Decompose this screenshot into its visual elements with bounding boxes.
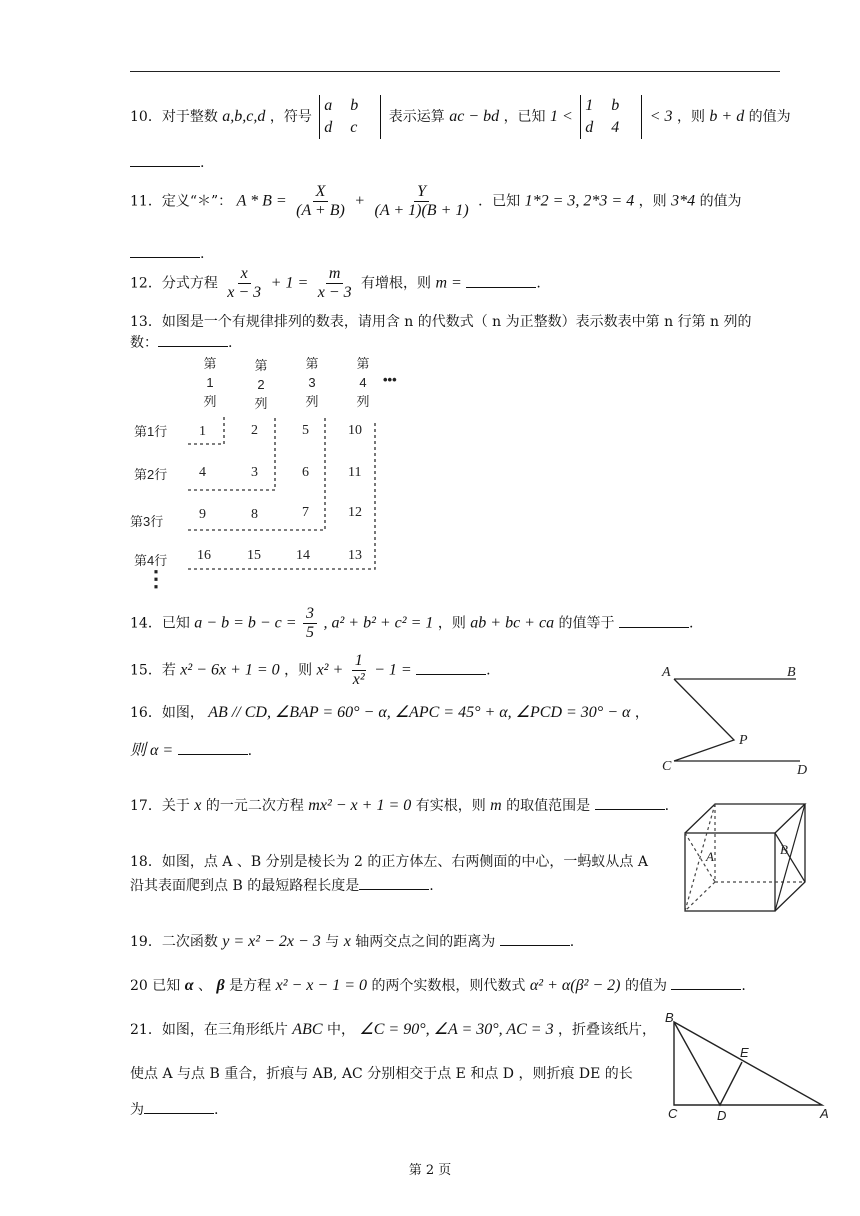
cell-r1c4: 10	[348, 423, 362, 438]
row-header-3: 第3行	[130, 514, 164, 529]
cell-r3c1: 9	[199, 507, 206, 522]
q11-mid2: ，则	[638, 193, 667, 210]
header-rule	[130, 71, 780, 72]
question-21-line3	[130, 1099, 218, 1119]
q10-determinant-2	[580, 95, 642, 139]
q20-end: .	[741, 978, 746, 994]
col-ellipsis: •••	[383, 372, 397, 387]
q10-expr: ac − bd	[449, 108, 500, 125]
q11-frac1-den: (A + B)	[296, 202, 345, 219]
q14-lead: 14．已知	[130, 615, 190, 632]
cell-r3c3: 7	[302, 505, 309, 520]
q14-blank[interactable]	[619, 613, 689, 628]
q18-blank[interactable]	[359, 875, 429, 890]
question-12	[130, 265, 541, 302]
cell-r1c3: 5	[302, 423, 309, 438]
label-c: C	[668, 1106, 678, 1121]
q12-fraction-1	[224, 265, 264, 302]
q14-expr2: , a² + b² + c² = 1	[323, 614, 434, 632]
q20-alpha: α	[184, 977, 194, 994]
q14-expr1: a − b = b − c =	[194, 614, 297, 632]
q16-line2: 则 α =	[130, 742, 174, 759]
question-20	[130, 975, 746, 995]
q17-blank[interactable]	[595, 795, 665, 810]
col-header-4: 第 4 列	[356, 356, 370, 409]
q17-end: .	[664, 798, 670, 814]
q10-tail: 的值为	[748, 109, 791, 125]
q19-tail: 轴两交点之间的距离为	[355, 934, 496, 950]
q21-abc: ABC	[292, 1021, 323, 1038]
q15-mid: ，则	[284, 662, 313, 679]
label-a: A	[820, 1106, 829, 1121]
row-header-4: 第4行	[134, 553, 168, 568]
q11-given: 1*2 = 3, 2*3 = 4	[524, 192, 635, 210]
q12-blank[interactable]	[466, 273, 536, 288]
q10-answer-line	[130, 152, 204, 171]
q16-cond: AB // CD, ∠BAP = 60° − α, ∠APC = 45° + α, ∠PCD = 30° − α	[208, 704, 631, 721]
cell-r4c1: 16	[197, 548, 211, 563]
q12-frac1-num: x	[238, 265, 251, 284]
q19-lead: 19．二次函数	[130, 934, 218, 950]
q14-mid: ，则	[437, 615, 466, 632]
label-c: C	[662, 759, 672, 774]
q13-end: .	[228, 335, 233, 351]
question-21-line2: 使点 A 与点 B 重合，折痕与 AB, AC 分别相交于点 E 和点 D ，则折痕 DE 的长	[130, 1066, 633, 1082]
q20-lead: 20 已知	[130, 978, 181, 994]
q15-expr-b: − 1 =	[374, 661, 412, 679]
q12-plus-one: + 1 =	[270, 274, 309, 292]
q11-target: 3*4	[671, 192, 696, 210]
label-b: B	[665, 1010, 674, 1025]
q10-mid2: 表示运算	[388, 109, 445, 125]
q12-frac2-den: x − 3	[317, 284, 352, 301]
l-shape-4	[188, 422, 375, 569]
q18-cube-figure	[680, 800, 810, 915]
q19-mid: 与	[325, 934, 340, 950]
q19-var: x	[343, 933, 351, 950]
q16-figure	[658, 660, 818, 780]
question-10	[130, 95, 791, 139]
label-p: P	[739, 733, 748, 748]
q15-end: .	[486, 662, 491, 679]
q20-mid1: 是方程	[229, 978, 272, 994]
cell-r1c1: 1	[199, 424, 206, 439]
q10-determinant-1	[319, 95, 381, 139]
label-d: D	[717, 1108, 727, 1123]
question-13-line1: 13．如图是一个有规律排列的数表，请用含 n 的代数式（ n 为正整数）表示数表中第 n 行第 n 列的	[130, 314, 752, 330]
det1-c: c	[350, 119, 358, 136]
q17-eq: mx² − x + 1 = 0	[308, 797, 412, 814]
q10-mid1: ，符号	[269, 109, 312, 125]
page-number: 第 2 页	[408, 1163, 452, 1178]
det2-4: 4	[611, 119, 620, 136]
question-13-line2	[130, 332, 232, 352]
label-b: B	[787, 665, 796, 680]
q11-answer-line	[130, 243, 204, 262]
q20-tail: 的值为	[624, 978, 667, 994]
q21-line3-text: 为	[130, 1102, 144, 1118]
q11-lead: 11．定义“＊”：	[130, 193, 233, 210]
q12-end: .	[536, 275, 541, 292]
det2-d: d	[585, 119, 594, 136]
label-b: B	[780, 842, 788, 857]
q11-mid: ．已知	[478, 193, 521, 210]
q11-frac2-den: (A + 1)(B + 1)	[374, 202, 469, 219]
question-16-line2	[130, 737, 252, 760]
question-11	[130, 183, 742, 220]
cell-r2c4: 11	[348, 465, 362, 480]
cell-r1c2: 2	[251, 423, 258, 438]
q11-blank[interactable]	[130, 243, 200, 258]
q15-fraction	[350, 652, 368, 689]
cell-r4c3: 14	[296, 548, 310, 563]
q20-blank[interactable]	[671, 975, 741, 990]
q11-plus: +	[354, 192, 366, 210]
q10-mid4: ，则	[676, 109, 705, 125]
cell-r2c3: 6	[302, 465, 309, 480]
q11-fraction-2	[372, 183, 472, 220]
q17-var: x	[194, 797, 202, 814]
cell-r2c2: 3	[251, 465, 258, 480]
q17-mid2: 有实根，则	[415, 798, 486, 814]
question-18-line1: 18．如图，点 A 、B 分别是棱长为 2 的正方体左、右两侧面的中心，一蚂蚁从点 A	[130, 854, 648, 870]
q11-frac2-num: Y	[414, 183, 429, 202]
q16-comma: ，	[634, 705, 649, 721]
q11-tail: 的值为	[699, 193, 742, 210]
label-a: A	[662, 665, 671, 680]
question-18-line2	[130, 875, 434, 895]
q16-end: .	[247, 743, 253, 759]
q21-blank[interactable]	[144, 1099, 214, 1114]
det1-b: b	[350, 97, 359, 114]
q21-tail: ，折叠该纸片，	[558, 1022, 657, 1038]
q21-mid: 中，	[326, 1022, 355, 1038]
q20-beta: β	[216, 977, 225, 994]
q14-tail: 的值等于	[558, 615, 615, 632]
l-shape-1	[188, 416, 224, 444]
q11-lhs: A * B =	[236, 192, 287, 210]
col-header-3: 第 3 列	[305, 356, 319, 409]
q17-lead: 17．关于	[130, 798, 190, 814]
q20-expr: α² + α(β² − 2)	[529, 977, 621, 994]
q15-frac-den: x²	[352, 671, 365, 688]
cell-r4c4: 13	[348, 548, 362, 563]
q13-blank[interactable]	[158, 332, 228, 347]
cell-r2c1: 4	[199, 465, 206, 480]
q10-blank[interactable]	[130, 152, 200, 167]
q10-target: b + d	[709, 108, 745, 125]
q18-line2-text: 沿其表面爬到点 B 的最短路程长度是	[130, 878, 360, 894]
row-header-1: 第1行	[134, 424, 168, 439]
q14-fraction	[303, 605, 317, 642]
q15-cond: x² − 6x + 1 = 0	[180, 661, 280, 679]
q12-mid: 有增根，则	[361, 275, 432, 292]
q20-sep: 、	[198, 978, 213, 994]
q14-frac-den: 5	[306, 624, 315, 641]
row-header-2: 第2行	[134, 467, 168, 482]
q20-eq: x² − x − 1 = 0	[275, 977, 367, 994]
q11-end: .	[200, 246, 205, 262]
q17-mid1: 的一元二次方程	[205, 798, 304, 814]
cell-r3c4: 12	[348, 505, 362, 520]
q21-end: .	[214, 1102, 219, 1118]
label-d: D	[797, 763, 808, 778]
q15-blank[interactable]	[416, 660, 486, 675]
q20-mid2: 的两个实数根，则代数式	[371, 978, 526, 994]
q12-lead: 12．分式方程	[130, 275, 218, 292]
q15-expr-a: x² +	[316, 661, 344, 679]
q16-blank[interactable]	[178, 740, 248, 755]
det1-a: a	[324, 97, 333, 114]
question-15	[130, 652, 491, 689]
label-a: A	[706, 849, 714, 864]
row-ellipsis: ⋮	[145, 566, 167, 591]
det2-1: 1	[585, 97, 594, 114]
question-17	[130, 795, 669, 815]
q12-frac1-den: x − 3	[227, 284, 262, 301]
question-16	[130, 702, 649, 722]
q19-blank[interactable]	[500, 931, 570, 946]
q15-lead: 15．若	[130, 662, 176, 679]
q17-tail: 的取值范围是	[506, 798, 591, 814]
label-e: E	[740, 1045, 749, 1060]
question-19	[130, 931, 574, 951]
q12-frac2-num: m	[326, 265, 344, 284]
q16-lead: 16．如图，	[130, 705, 204, 721]
q12-fraction-2	[315, 265, 355, 302]
q12-var: m =	[435, 274, 462, 292]
q15-frac-num: 1	[352, 652, 366, 671]
q17-var2: m	[490, 797, 502, 814]
q10-mid3: ，已知	[503, 109, 546, 125]
col-header-1: 第 1 列	[203, 356, 217, 409]
q14-end: .	[688, 615, 694, 632]
q18-end: .	[429, 878, 434, 894]
cell-r3c2: 8	[251, 507, 258, 522]
q19-eq: y = x² − 2x − 3	[222, 933, 321, 950]
q21-cond: ∠C = 90°, ∠A = 30°, AC = 3	[359, 1021, 554, 1038]
q14-target: ab + bc + ca	[470, 614, 555, 632]
cell-r4c2: 15	[247, 548, 261, 563]
det1-d: d	[324, 119, 333, 136]
q14-frac-num: 3	[303, 605, 317, 624]
question-21-line1	[130, 1019, 656, 1039]
q21-lead: 21．如图，在三角形纸片	[130, 1022, 288, 1038]
q13-line2-text: 数：	[130, 335, 158, 351]
q10-ineq-right: < 3	[649, 108, 673, 125]
q19-end: .	[569, 934, 575, 950]
q11-frac1-num: X	[313, 183, 329, 202]
col-header-2: 第 2 列	[254, 358, 268, 411]
q11-fraction-1	[293, 183, 348, 220]
q10-end: .	[200, 155, 205, 171]
question-14	[130, 605, 693, 642]
det2-b: b	[611, 97, 620, 114]
q10-vars: a,b,c,d	[222, 108, 266, 125]
q10-ineq-left: 1 <	[550, 108, 573, 125]
q21-triangle-figure	[660, 1010, 835, 1125]
q10-lead: 10．对于整数	[130, 109, 218, 125]
